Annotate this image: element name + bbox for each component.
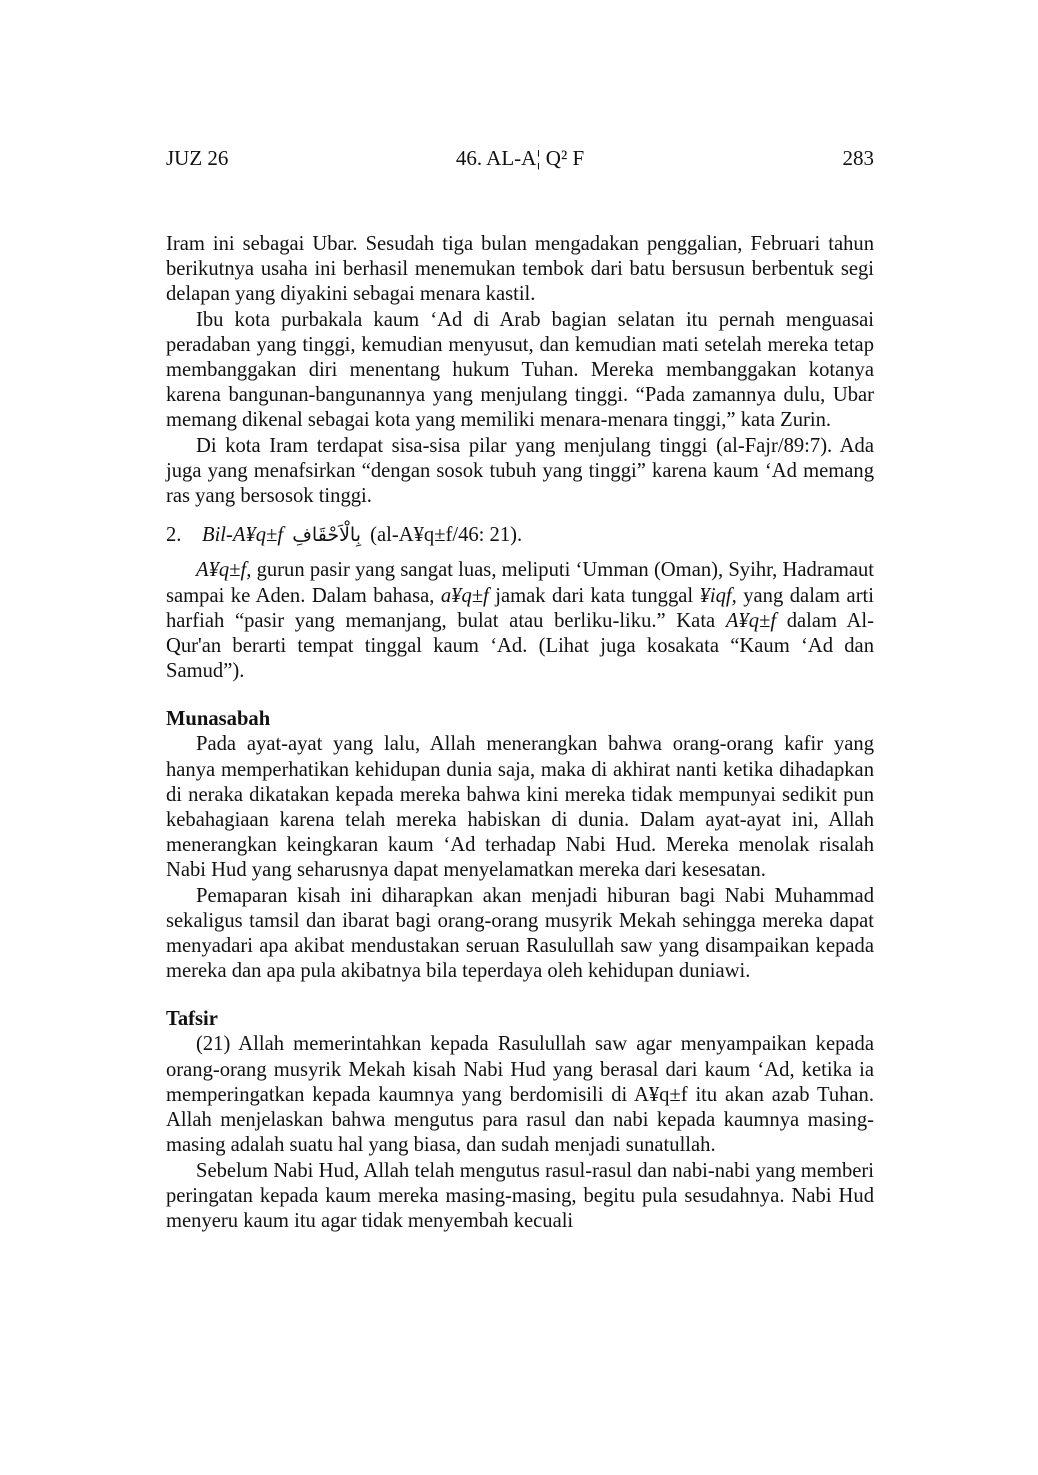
arabic-term: بِالْاَحْقَافِ — [292, 524, 361, 547]
definition-term-2: a¥q±f — [440, 584, 489, 607]
definition-term-1: A¥q±f, — [196, 559, 252, 582]
intro-paragraph-2: Ibu kota purbakala kaum ‘Ad di Arab bagian selatan itu pernah menguasai peradaban yang tinggi, kemudian menyusut, dan kemudian mati setelah mereka tetap membanggakan diri menentang hukum Tuhan. Mereka membanggakan kotanya karena bangunan-bangunannya yang menjulang tinggi. “Pada zamannya dulu, Ubar memang dikenal sebagai kota yang memiliki menara-menara tinggi,” kata Zurin. — [166, 308, 874, 432]
munasabah-paragraph-2: Pemaparan kisah ini diharapkan akan menjadi hiburan bagi Nabi Muhammad sekaligus tamsil dan ibarat bagi orang-orang musyrik Mekah sehingga mereka dapat menyadari apa akibat mendustakan seruan Rasulullah saw yang disampaikan kepada mereka dan apa pula akibatnya bila teperdaya oleh kehidupan duniawi. — [166, 884, 874, 983]
juz-label: JUZ 26 — [166, 146, 229, 170]
tafsir-paragraph-1: (21) Allah memerintahkan kepada Rasulullah saw agar menyampaikan kepada orang-orang musyrik Mekah kisah Nabi Hud yang berasal dari kaum ‘Ad, ketika ia memperingatkan kepada kaumnya yang berdomisili di A¥q±f itu akan azab Tuhan. Allah menjelaskan bahwa mengutus para rasul dan nabi kepada kaumnya masing-masing adalah suatu hal yang biasa, dan sudah menjadi sunatullah. — [166, 1033, 874, 1157]
definition-term-4: A¥q±f — [725, 609, 777, 632]
item-reference: (al-A¥q±f/46: 21). — [370, 524, 523, 547]
running-header — [166, 146, 874, 174]
definition-term-3: ¥iqf, — [699, 584, 737, 607]
intro-paragraph-1: Iram ini sebagai Ubar. Sesudah tiga bulan mengadakan penggalian, Februari tahun berikutnya usaha ini berhasil menemukan tembok dari batu bersusun berbentuk segi delapan yang diyakini sebagai menara kastil. — [166, 233, 874, 306]
intro-paragraph-3: Di kota Iram terdapat sisa-sisa pilar yang menjulang tinggi (al-Fajr/89:7). Ada juga yang menafsirkan “dengan sosok tubuh yang tinggi” karena kaum ‘Ad memang ras yang bersosok tinggi. — [166, 434, 874, 508]
munasabah-paragraph-1: Pada ayat-ayat yang lalu, Allah menerangkan bahwa orang-orang kafir yang hanya memperhatikan kehidupan dunia saja, maka di akhirat nanti ketika dihadapkan di neraka dikatakan kepada mereka bahwa kini mereka tidak mempunyai sedikit pun kebahagiaan karena telah mereka habiskan di dunia. Dalam ayat-ayat ini, Allah menerangkan keingkaran kaum ‘Ad terhadap Nabi Hud. Mereka menolak risalah Nabi Hud yang seharusnya dapat menyelamatkan mereka dari kesesatan. — [166, 733, 874, 882]
surah-title: 46. AL-A¦ Q² F — [455, 146, 585, 170]
page-body — [166, 232, 874, 1234]
item-number: 2. — [166, 524, 182, 547]
item-definition: A¥q±f, gurun pasir yang sangat luas, meliputi ‘Umman (Oman), Syihr, Hadramaut sampai ke Aden. Dalam bahasa, a¥q±f jamak dari kata tunggal ¥iqf, yang dalam arti harfiah “pasir yang memanjang, bulat atau berliku-liku.” Kata A¥q±f dalam Al-Qur'an berarti tempat tinggal kaum ‘Ad. (Lihat juga kosakata “Kaum ‘Ad dan Samud”). — [166, 559, 874, 683]
vocabulary-item-2 — [166, 523, 874, 548]
tafsir-paragraph-2: Sebelum Nabi Hud, Allah telah mengutus rasul-rasul dan nabi-nabi yang memberi peringatan kepada kaum mereka masing-masing, begitu pula sesudahnya. Nabi Hud menyeru kaum itu agar tidak menyembah kecuali — [166, 1159, 874, 1232]
tafsir-heading: Tafsir — [166, 1008, 218, 1031]
page-number: 283 — [842, 146, 874, 170]
munasabah-heading: Munasabah — [166, 708, 271, 731]
item-term: Bil-A¥q±f — [202, 524, 284, 547]
